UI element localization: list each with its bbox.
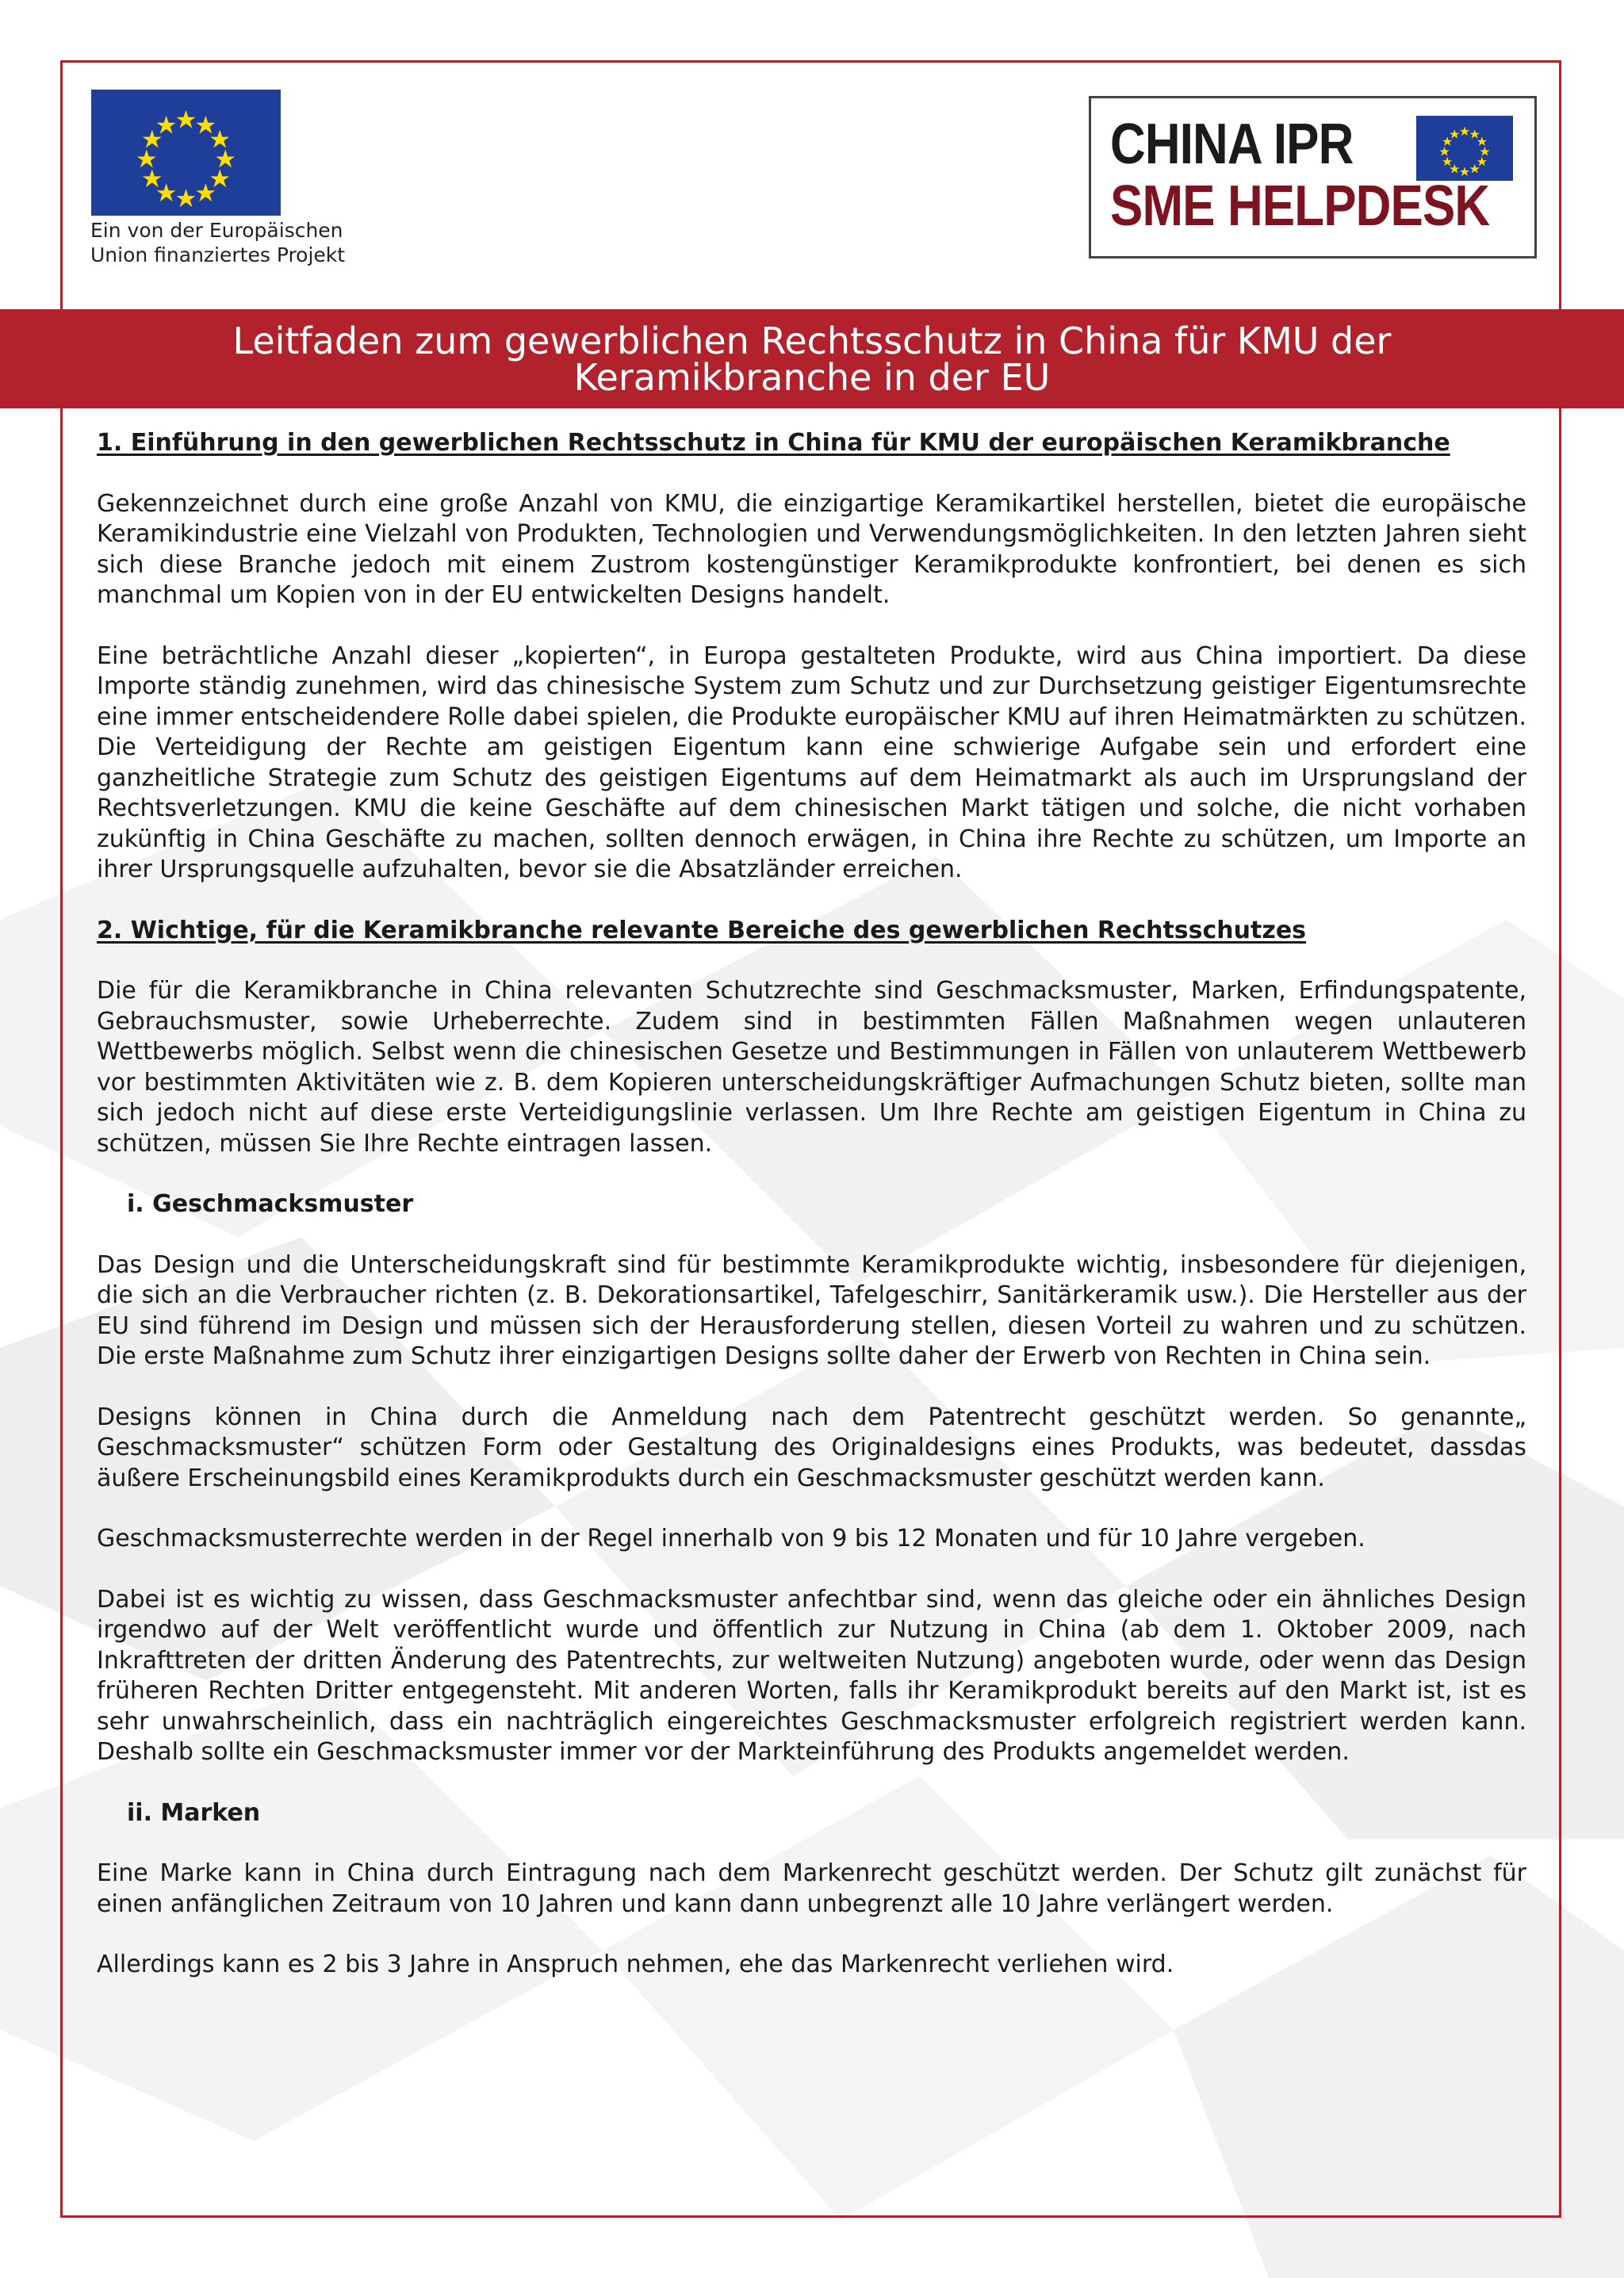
- subsection-i-paragraph: Das Design und die Unterscheidungskraft sind für bestimmte Keramikprodukte wichtig, insbesondere für diejenigen, die sich an die Verbraucher richten (z. B. Dekorationsartikel, Tafelgeschirr, Sanitärkeramik usw.). Die Hersteller aus der EU sind führend im Design und müssen sich der Herausforderung stellen, diesen Vorteil zu wahren und zu schützen. Die erste Maßnahme zum Schutz ihrer einzigartigen Designs sollte daher der Erwerb von Rechten in China sein.: [97, 1250, 1526, 1370]
- subsection-i-paragraph: Geschmacksmusterrechte werden in der Regel innerhalb von 9 bis 12 Monaten und für 10 Jahre vergeben.: [97, 1525, 1365, 1552]
- section1-heading: 1. Einführung in den gewerblichen Rechtsschutz in China für KMU der europäischen Keramikbranche: [97, 429, 1450, 457]
- title-banner: [0, 309, 1624, 408]
- china-ipr-helpdesk-logo: [1089, 96, 1537, 258]
- eu-caption-line2: Union finanziertes Projekt: [90, 243, 346, 266]
- logo-eu-flag-icon: [1416, 116, 1513, 181]
- banner-title-line2: Keramikbranche in der EU: [573, 355, 1051, 399]
- subsection-ii-heading: ii. Marken: [127, 1798, 261, 1827]
- eu-stars-icon: [91, 90, 281, 216]
- eu-caption-line1: Ein von der Europäischen: [90, 219, 343, 242]
- subsection-ii-paragraph: Allerdings kann es 2 bis 3 Jahre in Anspruch nehmen, ehe das Markenrecht verliehen wird.: [97, 1951, 1174, 1978]
- subsection-i-paragraph: Designs können in China durch die Anmeldung nach dem Patentrecht geschützt werden. So genannte„ Geschmacksmuster“ schützen Form oder Gestaltung des Originaldesigns eines Produkts, was bedeutet, dassdas äußere Erscheinungsbild eines Keramikprodukts durch ein Geschmacksmuster geschützt werden kann.: [97, 1403, 1526, 1492]
- logo-line2: SME HELPDESK: [1110, 174, 1490, 238]
- section1-paragraph: Eine beträchtliche Anzahl dieser „kopierten“, in Europa gestalteten Produkte, wird aus China importiert. Da diese Importe ständig zunehmen, wird das chinesische System zum Schutz und zur Durchsetzung geistiger Eigentumsrechte eine immer entscheidendere Rolle dabei spielen, die Produkte europäischer KMU auf ihren Heimatmärkten zu schützen. Die Verteidigung der Rechte am geistigen Eigentum kann eine schwierige Aufgabe sein und erfordert eine ganzheitliche Strategie zum Schutz des geistigen Eigentums auf dem Heimatmarkt als auch im Ursprungsland der Rechtsverletzungen. KMU die keine Geschäfte auf dem chinesischen Markt tätigen und solche, die nicht vorhaben zukünftig in China Geschäfte zu machen, sollten dennoch erwägen, in China ihre Rechte zu schützen, um Importe an ihrer Ursprungsquelle aufzuhalten, bevor sie die Absatzländer erreichen.: [97, 641, 1526, 883]
- eu-caption: [90, 218, 423, 267]
- section2-paragraph: Die für die Keramikbranche in China relevanten Schutzrechte sind Geschmacksmuster, Marken, Erfindungspatente, Gebrauchsmuster, sowie Urheberrechte. Zudem sind in bestimmten Fällen Maßnahmen wegen unlauteren Wettbewerbs möglich. Selbst wenn die chinesischen Gesetze und Bestimmungen in Fällen von unlauterem Wettbewerb vor bestimmten Aktivitäten wie z. B. dem Kopieren unterscheidungskräftiger Aufmachungen Schutz bieten, sollte man sich jedoch nicht auf diese erste Verteidigungslinie verlassen. Um Ihre Rechte am geistigen Eigentum in China zu schützen, müssen Sie Ihre Rechte eintragen lassen.: [97, 977, 1526, 1158]
- eu-flag-logo: [91, 90, 281, 216]
- section2-heading: 2. Wichtige, für die Keramikbranche relevante Bereiche des gewerblichen Rechtsschutzes: [97, 916, 1307, 944]
- subsection-i-heading: i. Geschmacksmuster: [127, 1190, 414, 1218]
- logo-line1: CHINA IPR: [1110, 113, 1354, 176]
- subsection-ii-paragraph: Eine Marke kann in China durch Eintragung nach dem Markenrecht geschützt werden. Der Schutz gilt zunächst für einen anfänglichen Zeitraum von 10 Jahren und kann dann unbegrenzt alle 10 Jahre verlängert werden.: [97, 1859, 1526, 1918]
- subsection-i-paragraph: Dabei ist es wichtig zu wissen, dass Geschmacksmuster anfechtbar sind, wenn das gleiche oder ein ähnliches Design irgendwo auf der Welt veröffentlicht wurde und öffentlich zur Nutzung in China (ab dem 1. Oktober 2009, nach Inkrafttreten der dritten Änderung des Patentrechts, zur weltweiten Nutzung) angeboten wurde, oder wenn das Design früheren Rechten Dritter entgegensteht. Mit anderen Worten, falls ihr Keramikprodukt bereits auf den Markt ist, ist es sehr unwahrscheinlich, dass ein nachträglich eingereichtes Geschmacksmuster erfolgreich registriert werden kann. Deshalb sollte ein Geschmacksmuster immer vor der Markteinführung des Produkts angemeldet werden.: [97, 1585, 1526, 1766]
- document-body: [97, 428, 1526, 1981]
- section1-paragraph: Gekennzeichnet durch eine große Anzahl von KMU, die einzigartige Keramikartikel herstellen, bietet die europäische Keramikindustrie eine Vielzahl von Produkten, Technologien und Verwendungsmöglichkeiten. In den letzten Jahren sieht sich diese Branche jedoch mit einem Zustrom kostengünstiger Keramikprodukte konfrontiert, bei denen es sich manchmal um Kopien von in der EU entwickelten Designs handelt.: [97, 489, 1526, 609]
- banner-title-line1: Leitfaden zum gewerblichen Rechtsschutz in China für KMU der: [232, 319, 1392, 362]
